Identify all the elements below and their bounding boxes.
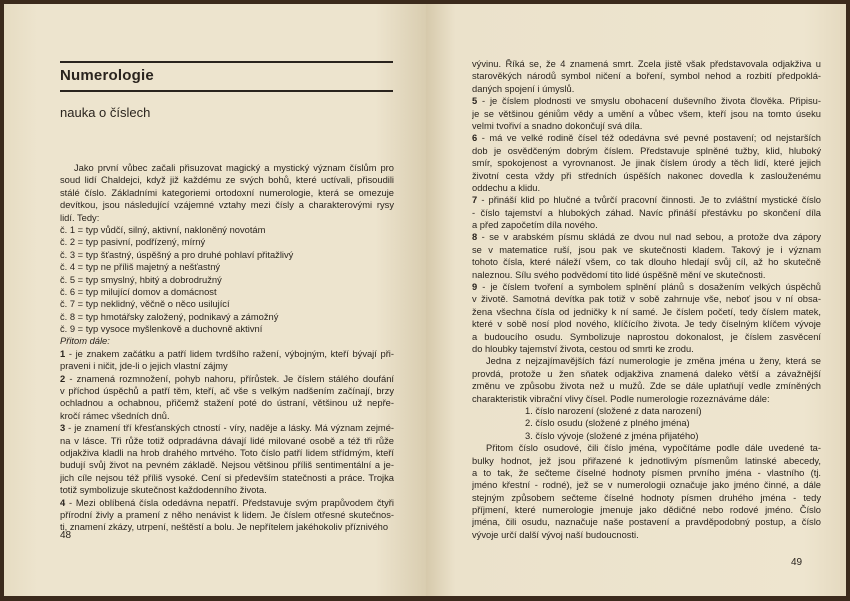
item-text: - přináší klid po hlučné a tvůrčí pracovní činnosti. Je to zvláštní mystické číslo — [477, 195, 821, 206]
text-line: vývinu. Říká se, že 4 znamená smrt. Zcela jistě však představovala odjakživa u — [472, 59, 821, 69]
text-line — [60, 373, 394, 385]
text-line — [472, 231, 821, 243]
numbered-paragraph — [472, 132, 821, 194]
text-line: č. 9 = typ vysoce myšlenkově a duchovně aktivní — [60, 324, 263, 335]
numbered-paragraph — [472, 194, 821, 231]
text-line: kročí rámec všedních dnů. — [60, 410, 170, 421]
paragraph — [60, 162, 394, 224]
numbered-list — [472, 405, 821, 442]
text-line: v příchod úspěchů a patří těm, kteří, ač vše s velkým nadšením začínají, brzy — [60, 386, 394, 397]
left-page — [4, 4, 426, 596]
item-number: 9 — [472, 282, 478, 293]
numbered-paragraph — [60, 422, 394, 496]
text-line — [60, 497, 394, 509]
text-line: č. 8 = typ hmotářsky založený, podnikavý a zámožný — [60, 311, 279, 322]
text-line: 3. číslo vývoje (složené z jména přijatého) — [525, 430, 699, 441]
paragraph — [472, 442, 821, 541]
text-line: ochladnou a ochabnou, přičemž stažení poté do ústraní, většinou už nepře- — [60, 398, 394, 409]
numbered-paragraph — [472, 95, 821, 132]
text-line: tohoto čísla, které náleží všem, co tak dlouho hledají svůj cíl, až ho skutečně — [472, 257, 821, 268]
item-text: - se v arabském písmu skládá ze dvou nul nad sebou, a protože dva zápory — [477, 232, 821, 243]
text-line: č. 4 = typ ne příliš majetný a nešťastný — [60, 262, 221, 273]
numbered-paragraph — [472, 231, 821, 281]
text-line: č. 1 = typ vůdčí, silný, aktivní, nakloněný novotám — [60, 224, 266, 235]
item-text: - je znakem začátku a patří lidem tvrdšího ražení, výbojným, kteří bývají při- — [65, 348, 394, 359]
item-number: 5 — [472, 96, 478, 107]
paragraph — [60, 335, 394, 347]
text-line: č. 5 = typ smyslný, hbitý a dobrodružný — [60, 274, 222, 285]
title-bottom-rule — [60, 90, 393, 92]
chapter-title: Numerologie — [60, 67, 154, 84]
text-line: a před započetím díla nového. — [472, 220, 598, 231]
text-line: životní cesta vždy při středních úspěších nakonec dovedla k zaslouženému — [472, 170, 821, 181]
numbered-paragraph — [472, 281, 821, 355]
text-line: do hloubky tajemství života, cestou od smrti ke zrodu. — [472, 343, 694, 354]
numbered-paragraph — [60, 348, 394, 373]
text-line — [472, 95, 821, 107]
text-line: se v matematice ruší, jsou pak ve skutečnosti kladem. Takový je i význam — [472, 244, 821, 255]
chapter-subtitle: nauka o číslech — [60, 105, 151, 120]
text-line: stálé číslo. Základními kategoriemi ortodoxní numerologie, která se omezuje — [60, 187, 394, 198]
text-line: Přitom dále: — [60, 336, 110, 347]
item-number: 3 — [60, 423, 66, 434]
text-line: č. 6 = typ milující domov a domácnost — [60, 286, 217, 297]
right-page-body — [472, 58, 821, 541]
item-number: 4 — [60, 497, 66, 508]
text-line: jich cíle nejsou též příliš vysoké. Cení si především statečnosti a práce. Trojka — [60, 472, 394, 483]
text-line: smír, spokojenost a vyrovnanost. Je jinak číslem úrody a těch lidí, které jejich — [472, 158, 821, 169]
text-line: č. 7 = typ neklidný, věčně o něco usilující — [60, 299, 230, 310]
text-line: 2. číslo osudu (složené z plného jména) — [525, 418, 690, 429]
text-line: naleznou. Sílu svého podvědomí tito lidé úspěšně mění ve skutečnosti. — [472, 269, 766, 280]
item-text: - znamená rozmnožení, pohyb nahoru, přírůstek. Je číslem stálého doufání — [65, 373, 394, 384]
text-line: - číslo tajemství a hlubokých záhad. Navíc přináší přestávku po skončení díla — [472, 207, 821, 218]
text-line — [472, 132, 821, 144]
text-line — [60, 348, 394, 360]
title-top-rule — [60, 61, 393, 63]
text-line: 1. číslo narození (složené z data narození) — [525, 405, 702, 416]
text-line: dob je osvědčeným dobrým číslem. Představuje splněné tužby, klid, hluboký — [472, 145, 821, 156]
text-line: je se většinou géniům vědy a umění a vůbec všem, kteří jsou na tomto úseku — [472, 108, 821, 119]
text-line: příjmení, které numerologie jmenuje jako dědičné nebo rodové jméno. Číslo — [472, 505, 821, 516]
text-line: charakteristik vibrační vlivy čísel. Podle numerologie rozeznáváme dále: — [472, 393, 770, 404]
item-text: - Mezi oblíbená čísla odedávna nepatří. Představuje svým prapůvodem čtyři — [65, 497, 394, 508]
item-number: 2 — [60, 373, 66, 384]
text-line — [472, 194, 821, 206]
item-text: - je číslem plodnosti ve smyslu obohacení duševního života člověka. Připisu- — [477, 96, 821, 107]
text-line: daných spojení i úmyslů. — [472, 83, 575, 94]
text-line: které v sobě nosí plod nového, klíčícího života. Je tedy číselným klíčem vývoje — [472, 319, 821, 330]
text-line: devítkou, jsou následující vzájemné vztahy mezi čísly a charakterovými rysy — [60, 200, 394, 211]
text-line: ti, znamení zkázy, utrpení, neštěstí a bolu. Je nepřítelem jakéhokoliv příznivého — [60, 522, 389, 533]
text-line: v životě. Samotná devítka pak totiž v sobě zahrnuje vše, neboť jsou v ní obsa- — [472, 294, 821, 305]
item-number: 8 — [472, 232, 478, 243]
page-number: 49 — [791, 557, 803, 568]
text-line — [60, 422, 394, 434]
text-line: jména, čili osudu, naznačuje naše postavení a pravděpodobný postup, a číslo — [472, 517, 821, 528]
item-text: - je znamení tří křesťanských ctností - víry, naděje a lásky. Má význam zejmé- — [65, 423, 394, 434]
text-line: stejným způsobem sečteme číselné hodnoty písmen druhého jména - tedy — [472, 492, 821, 503]
text-line: a to tak, že sečteme číselné hodnoty písmen prvního jména - vlastního (tj. — [472, 467, 821, 478]
text-line: soud lidí Chaldejci, když již každému ze svých bohů, které uctívali, přisoudili — [60, 175, 394, 186]
text-line: budují svůj život na pevném základě. Nejsou většinou příliš sentimentální a je- — [60, 460, 394, 471]
page-number: 48 — [60, 530, 72, 541]
item-text: - má ve velké rodině čísel též odedávna své pevné postavení; od nejstarších — [477, 133, 821, 144]
right-page — [426, 4, 846, 596]
text-line: na v lásce. Tři růže totiž odpradávna dávají lidé milované osobě a též tři růže — [60, 435, 394, 446]
text-line: oddechu a klidu. — [472, 182, 541, 193]
paragraph — [472, 355, 821, 405]
text-line: žena všechna čísla od jedničky k ní samé. Je číslem početí, tedy číslem matek, — [472, 306, 821, 317]
text-line: Přitom číslo osudové, čili číslo jména, vypočítáme podle dále uvedené ta- — [486, 443, 821, 454]
text-line — [472, 281, 821, 293]
text-line: č. 3 = typ šťastný, úspěšný a pro druhé pohlaví přitažlivý — [60, 249, 294, 260]
text-line: a budoucího osudu. Symbolizuje naprostou dokonalost, je číslem zasvěcení — [472, 331, 821, 342]
item-number: 7 — [472, 195, 478, 206]
numbered-paragraph — [60, 497, 394, 534]
text-line: odjakživa kladli na hrob drahého mrtvého. Toto číslo patří lidem střídmým, kteří — [60, 447, 394, 458]
text-line: praveni i ničit, jde-li o jejich vlastní zájmy — [60, 361, 228, 372]
text-line: Jako první vůbec začali přisuzovat magický a mystický význam číslům pro — [74, 163, 394, 173]
text-line: provdá, protože u žen sňatek odjakživa znamená daleko větší a závažnější — [472, 368, 821, 379]
text-line: lidí. Tedy: — [60, 212, 100, 223]
item-number: 6 — [472, 133, 478, 144]
text-line: vývoje určí další vývoj naší budoucnosti. — [472, 529, 639, 540]
numbered-paragraph — [60, 373, 394, 423]
text-line: č. 2 = typ pasivní, podřízený, mírný — [60, 237, 206, 248]
text-line: jméno křestní - rodné), jež se v numerologii označuje jako jméno činné, a dále — [472, 480, 821, 491]
text-line: změnu ve způsobu života než u mužů. Zde se dále uplatňují vedle zmíněných — [472, 381, 821, 392]
item-text: - je číslem tvoření a symbolem splnění plánů s dosažením velkých úspěchů — [477, 282, 821, 293]
left-page-body — [60, 162, 394, 534]
item-number: 1 — [60, 348, 66, 359]
text-line: velmi tvořiví a snadno dokončují svá díla. — [472, 120, 643, 131]
text-line: Jedna z nejzajímavějších fází numerologie je změna jména u ženy, která se — [486, 356, 821, 367]
text-line: totiž symbolizuje skutečnost každodenního života. — [60, 485, 267, 496]
paragraph — [472, 58, 821, 95]
text-line: přírodní živly a pramení z něho nenávist k lidem. Je číslem otřesné skutečnos- — [60, 509, 394, 520]
text-line: starověkých národů symbol ničení a boření, symbol nehod a rozbití předpoklá- — [472, 71, 821, 82]
paragraph — [60, 224, 394, 336]
text-line: bulky hodnot, jež jsou přiřazené k jednotlivým písmenům latinské abecedy, — [472, 455, 821, 466]
